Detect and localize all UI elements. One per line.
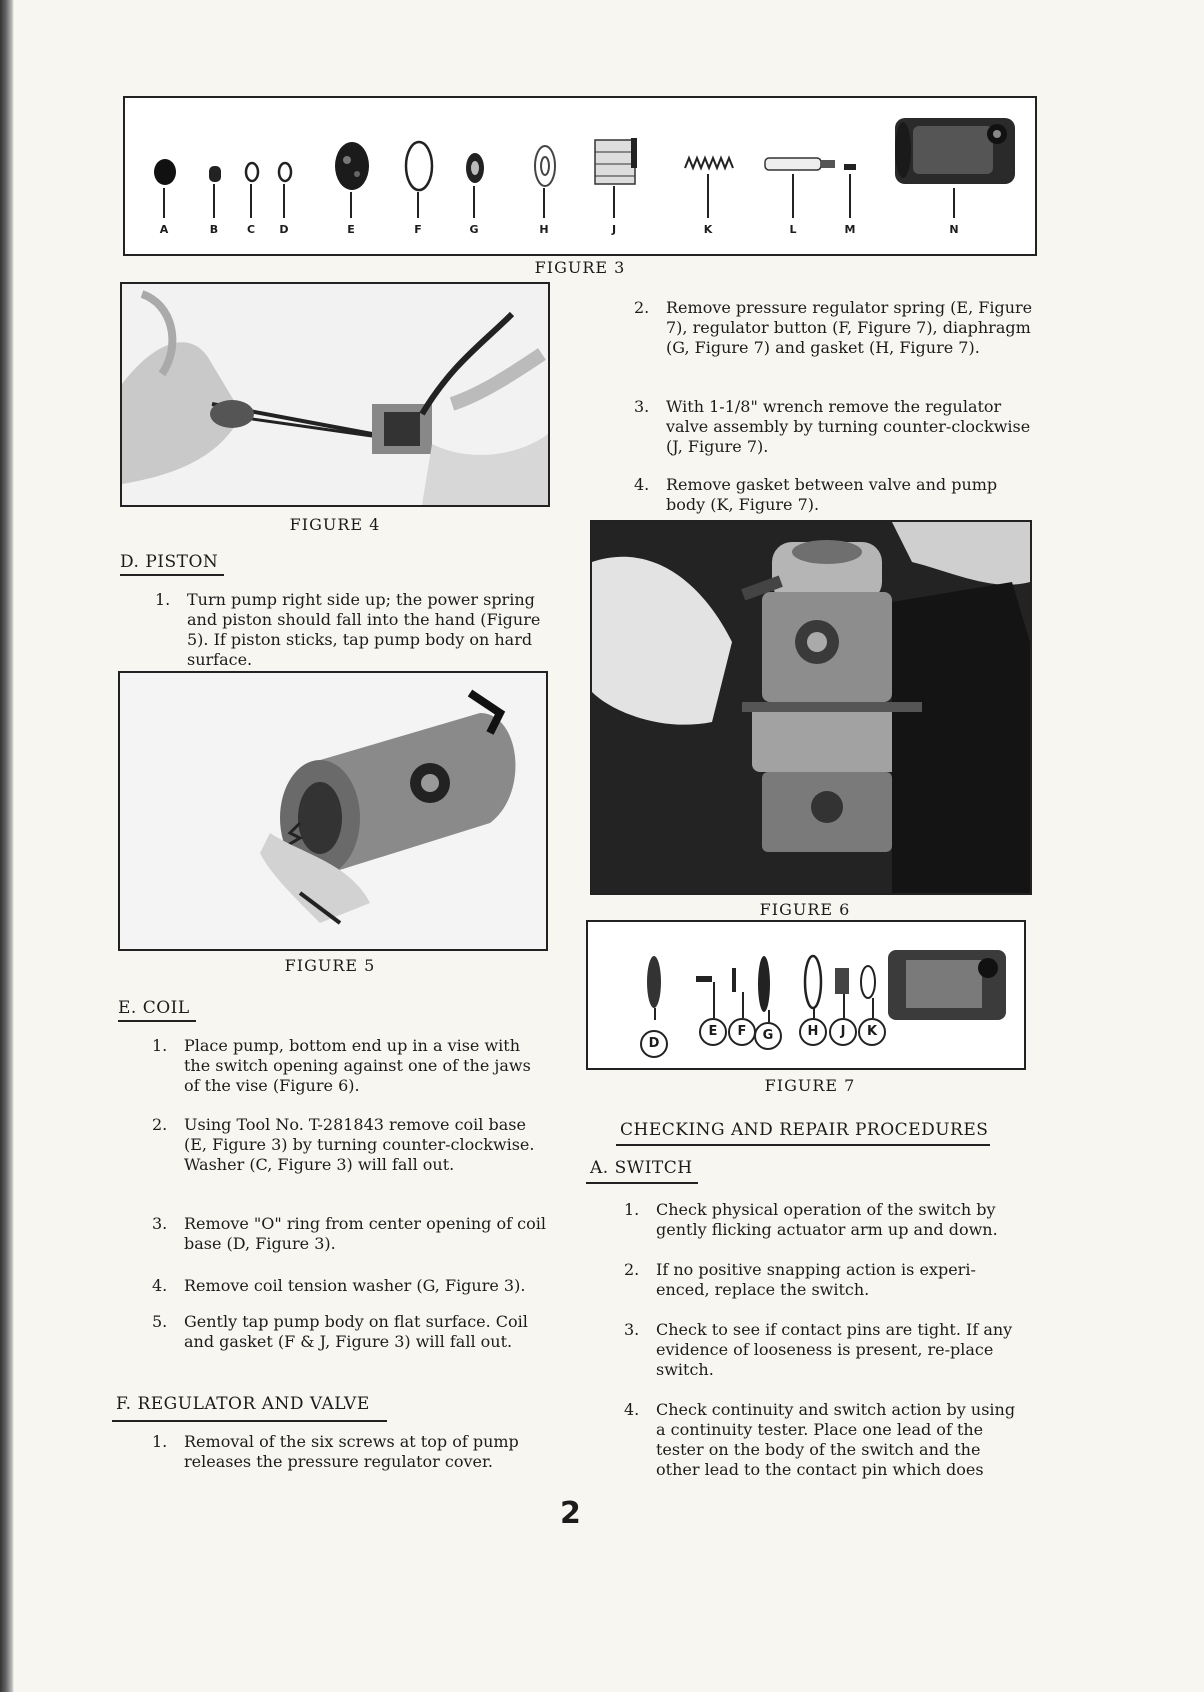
part-f-leader — [417, 192, 419, 218]
part-label-m: M — [844, 223, 856, 236]
section-f-step-1 — [152, 1432, 550, 1474]
figure-3-caption: FIGURE 3 — [534, 258, 626, 277]
callout-d-leader — [654, 1008, 656, 1020]
section-d-rule — [120, 574, 224, 576]
regulator-step-4 — [634, 475, 1034, 517]
section-e-step-3 — [152, 1214, 550, 1256]
callout-h-leader — [813, 1008, 815, 1018]
part-label-f: F — [414, 223, 422, 236]
callout-e: E — [699, 1018, 727, 1046]
part-a-leader — [163, 188, 165, 218]
step-number: 2. — [634, 298, 650, 317]
step-text: Removal of the six screws at top of pump releases the pressure regulator cover. — [184, 1432, 519, 1471]
part-label-j: J — [611, 223, 617, 236]
step-text: Gently tap pump body on flat surface. Coil and gasket (F & J, Figure 3) will fall out. — [184, 1312, 528, 1351]
figure-4-caption: FIGURE 4 — [289, 515, 381, 534]
part-label-a: A — [159, 223, 169, 236]
step-number: 1. — [624, 1200, 640, 1219]
step-text: Check continuity and switch action by using a continuity tester. Place one lead of the tester on the body of the switch and the other lead to the contact pin which does — [656, 1400, 1016, 1479]
callout-k-leader — [872, 998, 874, 1018]
part-l-leader — [792, 174, 794, 218]
section-f-heading: F. REGULATOR AND VALVE — [116, 1394, 370, 1414]
step-text: Check to see if contact pins are tight. If any evidence of looseness is present, re-place switch. — [656, 1320, 1013, 1379]
callout-d: D — [640, 1030, 668, 1058]
part-k-leader — [707, 174, 709, 218]
step-text: Remove coil tension washer (G, Figure 3). — [184, 1276, 526, 1295]
step-number: 4. — [152, 1276, 168, 1295]
callout-g-leader — [768, 1010, 770, 1022]
section-d-step-1 — [155, 590, 550, 670]
callout-h: H — [799, 1018, 827, 1046]
part-c-leader — [250, 184, 252, 218]
scan-edge — [0, 0, 14, 1692]
step-number: 1. — [155, 590, 171, 609]
figure-7-frame — [586, 920, 1026, 1070]
part-h-leader — [543, 188, 545, 218]
regulator-step-2 — [634, 298, 1034, 380]
callout-k: K — [858, 1018, 886, 1046]
figure-3-parts-drawing — [125, 98, 1035, 254]
callout-j-leader — [843, 994, 845, 1018]
section-a-step-4 — [624, 1400, 1024, 1482]
figure-3-frame — [123, 96, 1037, 256]
part-d-leader — [283, 184, 285, 218]
figure-5-photo — [118, 671, 548, 951]
callout-g: G — [754, 1022, 782, 1050]
figure-5-image — [120, 673, 546, 949]
figure-6-caption: FIGURE 6 — [759, 900, 851, 919]
figure-7-caption: FIGURE 7 — [764, 1076, 856, 1095]
part-e-leader — [350, 192, 352, 218]
figure-5-caption: FIGURE 5 — [284, 956, 376, 975]
regulator-step-3 — [634, 397, 1034, 459]
step-number: 3. — [152, 1214, 168, 1233]
checking-repair-heading: CHECKING AND REPAIR PROCEDURES — [620, 1120, 989, 1140]
part-label-h: H — [539, 223, 549, 236]
section-e-rule — [118, 1020, 196, 1022]
part-m-leader — [849, 174, 851, 218]
callout-e-leader — [713, 982, 715, 1018]
step-number: 2. — [152, 1115, 168, 1134]
part-n-leader — [953, 188, 955, 218]
step-text: Place pump, bottom end up in a vise with the switch opening against one of the jaws of the vise (Figure 6). — [184, 1036, 531, 1095]
step-text: Remove gasket between valve and pump body (K, Figure 7). — [666, 475, 998, 514]
part-label-b: B — [209, 223, 219, 236]
checking-repair-rule — [616, 1144, 990, 1146]
part-label-g: G — [469, 223, 479, 236]
part-label-e: E — [347, 223, 355, 236]
part-label-k: K — [703, 223, 713, 236]
part-j-leader — [613, 186, 615, 218]
step-text: Turn pump right side up; the power spring and piston should fall into the hand (Figure 5). If piston sticks, tap pump body on hard surface. — [187, 590, 541, 669]
section-a-step-3 — [624, 1320, 1024, 1382]
step-number: 3. — [634, 397, 650, 416]
figure-6-photo — [590, 520, 1032, 895]
page-number: 2 — [560, 1496, 581, 1531]
step-number: 1. — [152, 1432, 168, 1451]
part-label-n: N — [949, 223, 959, 236]
section-d-heading: D. PISTON — [120, 552, 219, 572]
part-b-leader — [213, 184, 215, 218]
section-e-step-4 — [152, 1276, 550, 1298]
step-number: 1. — [152, 1036, 168, 1055]
section-e-step-2 — [152, 1115, 550, 1197]
section-e-step-1 — [152, 1036, 550, 1098]
part-label-d: D — [279, 223, 289, 236]
step-number: 3. — [624, 1320, 640, 1339]
step-number: 5. — [152, 1312, 168, 1331]
section-e-heading: E. COIL — [118, 998, 190, 1018]
part-label-c: C — [246, 223, 256, 236]
part-g-leader — [473, 186, 475, 218]
figure-6-image — [592, 522, 1030, 893]
callout-f: F — [728, 1018, 756, 1046]
section-a-rule — [586, 1182, 698, 1184]
section-e-step-5 — [152, 1312, 550, 1354]
figure-4-photo — [120, 282, 550, 507]
figure-4-image — [122, 284, 548, 505]
step-number: 4. — [624, 1400, 640, 1419]
step-text: Remove "O" ring from center opening of coil base (D, Figure 3). — [184, 1214, 546, 1253]
step-number: 4. — [634, 475, 650, 494]
step-text: Remove pressure regulator spring (E, Figure 7), regulator button (F, Figure 7), diaphragm (G, Figure 7) and gasket (H, Figure 7). — [666, 298, 1033, 357]
step-number: 2. — [624, 1260, 640, 1279]
callout-j: J — [829, 1018, 857, 1046]
section-f-rule — [112, 1420, 387, 1422]
step-text: If no positive snapping action is experi-enced, replace the switch. — [656, 1260, 976, 1299]
step-text: With 1-1/8" wrench remove the regulator valve assembly by turning counter-clockwise (J, Figure 7). — [666, 397, 1031, 456]
callout-f-leader — [742, 992, 744, 1018]
section-a-heading: A. SWITCH — [590, 1158, 693, 1178]
section-a-step-1 — [624, 1200, 1024, 1242]
part-label-l: L — [789, 223, 797, 236]
section-a-step-2 — [624, 1260, 1024, 1302]
step-text: Check physical operation of the switch by gently flicking actuator arm up and down. — [656, 1200, 998, 1239]
step-text: Using Tool No. T-281843 remove coil base (E, Figure 3) by turning counter-clockwise. Washer (C, Figure 3) will fall out. — [184, 1115, 535, 1174]
